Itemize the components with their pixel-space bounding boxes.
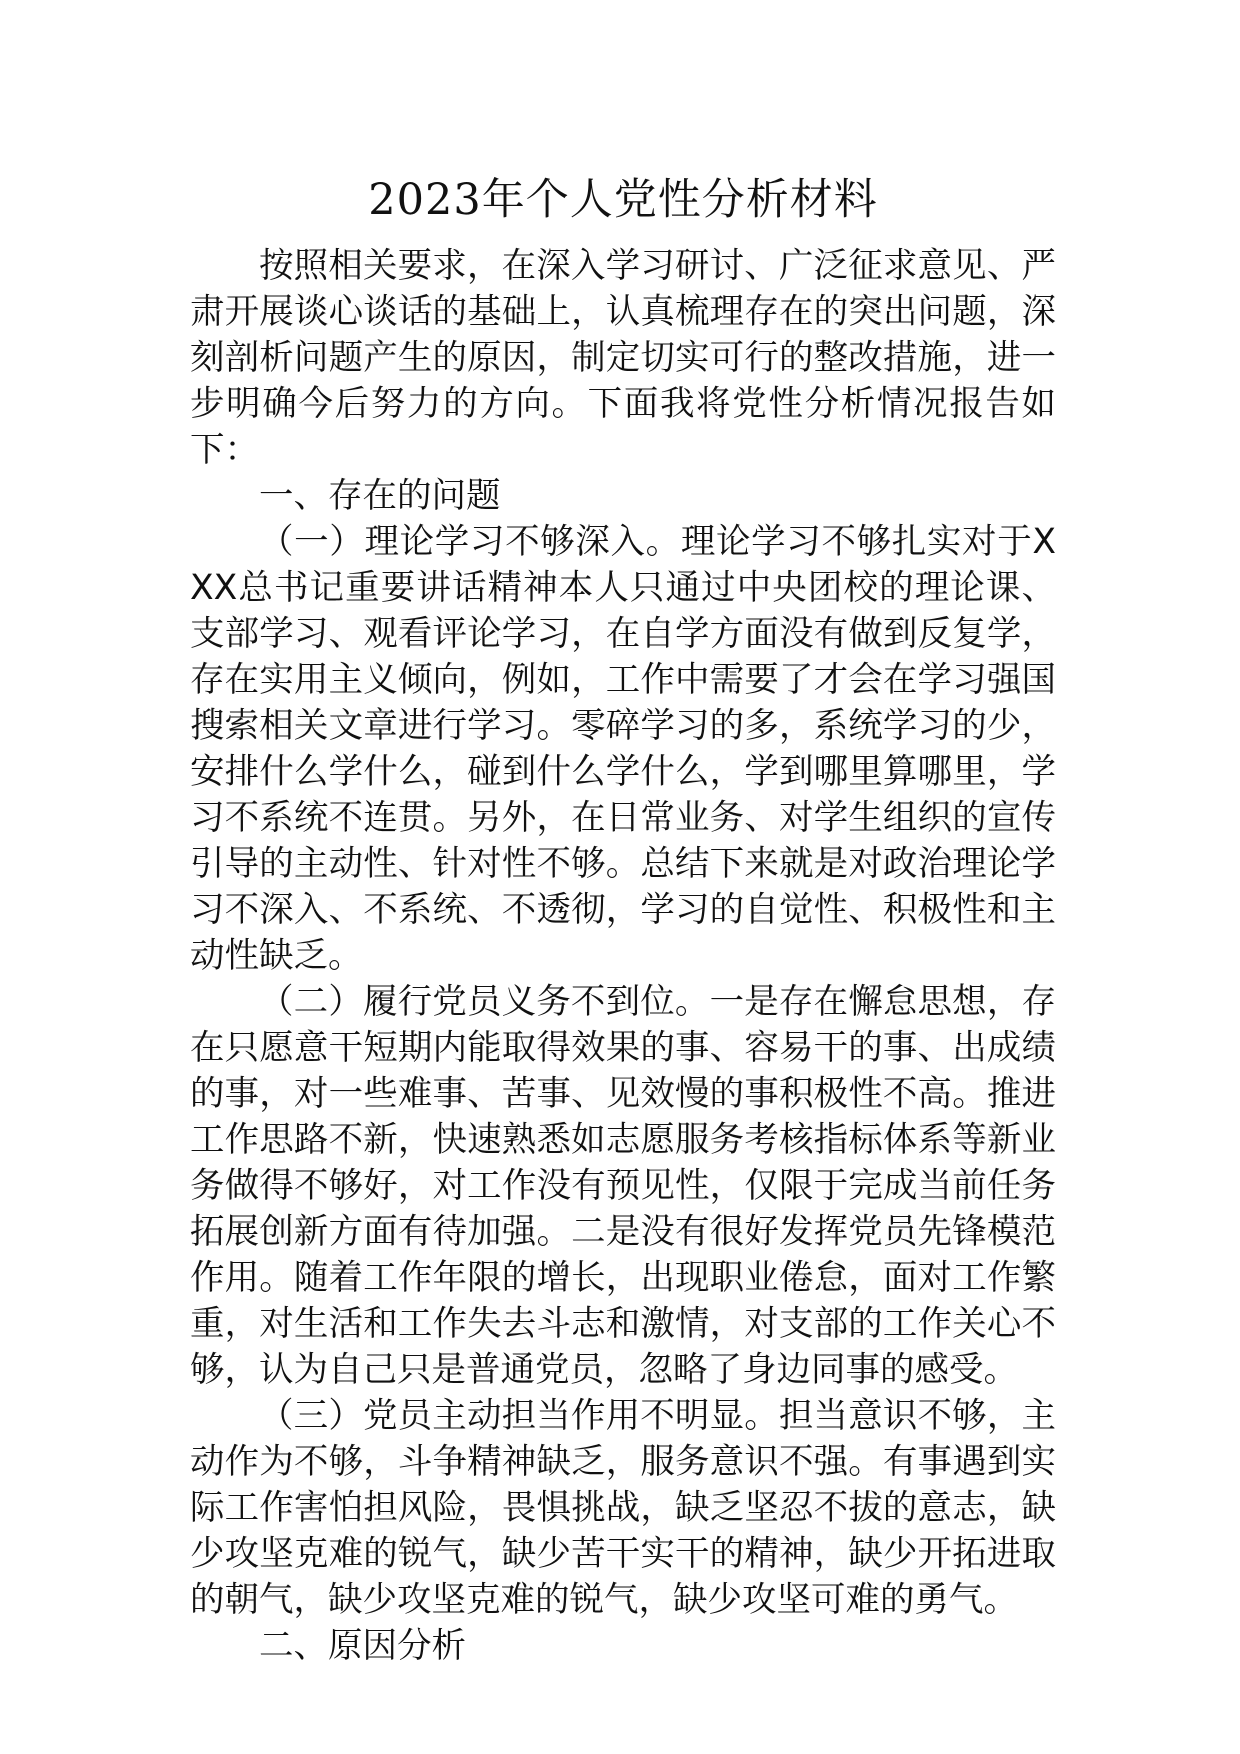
document-title: 2023年个人党性分析材料 <box>368 175 878 225</box>
section-heading-causes: 二、原因分析 <box>259 1626 466 1666</box>
problem-item-3: （三）党员主动担当作用不明显。担当意识不够，主动作为不够，斗争精神缺乏，服务意识不强。有事遇到实际工作害怕担风险，畏惧挑战，缺乏坚忍不拔的意志，缺少攻坚克难的锐气，缺少苦干实干的精神，缺少开拓进取的朝气，缺少攻坚克难的锐气，缺少攻坚可难的勇气。 <box>190 1396 1056 1620</box>
section-heading-problems: 一、存在的问题 <box>259 476 501 516</box>
problem-item-1: （一）理论学习不够深入。理论学习不够扎实对于XXX总书记重要讲话精神本人只通过中央团校的理论课、支部学习、观看评论学习，在自学方面没有做到反复学，存在实用主义倾向，例如，工作中需要了才会在学习强国搜索相关文章进行学习。零碎学习的多，系统学习的少，安排什么学什么，碰到什么学什么，学到哪里算哪里，学习不系统不连贯。另外，在日常业务、对学生组织的宣传引导的主动性、针对性不够。总结下来就是对政治理论学习不深入、不系统、不透彻，学习的自觉性、积极性和主动性缺乏。 <box>190 522 1056 976</box>
document-page <box>190 165 1056 1669</box>
intro-paragraph: 按照相关要求，在深入学习研讨、广泛征求意见、严肃开展谈心谈话的基础上，认真梳理存在的突出问题，深刻剖析问题产生的原因，制定切实可行的整改措施，进一步明确今后努力的方向。下面我将党性分析情况报告如下： <box>190 246 1056 470</box>
problem-item-2: （二）履行党员义务不到位。一是存在懈怠思想，存在只愿意干短期内能取得效果的事、容易干的事、出成绩的事，对一些难事、苦事、见效慢的事积极性不高。推进工作思路不新，快速熟悉如志愿服务考核指标体系等新业务做得不够好，对工作没有预见性，仅限于完成当前任务拓展创新方面有待加强。二是没有很好发挥党员先锋模范作用。随着工作年限的增长，出现职业倦怠，面对工作繁重，对生活和工作失去斗志和激情，对支部的工作关心不够，认为自己只是普通党员，忽略了身边同事的感受。 <box>190 982 1056 1390</box>
